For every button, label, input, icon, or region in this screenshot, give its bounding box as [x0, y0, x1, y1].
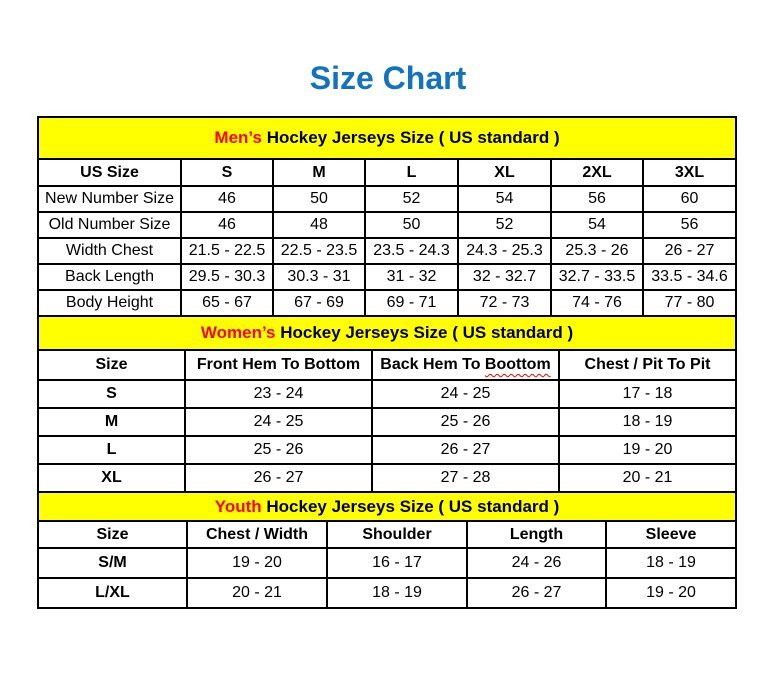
cell-value: 25 - 26: [185, 436, 372, 464]
table-row: [38, 238, 736, 264]
header-row-mens: [38, 159, 736, 186]
page-title: Size Chart: [309, 60, 467, 96]
column-header: Chest / Width: [187, 521, 327, 548]
cell-value: 18 - 19: [559, 408, 736, 436]
header-row-womens: [38, 350, 736, 380]
cell-value: 24.3 - 25.3: [458, 238, 551, 264]
column-header: Size: [38, 350, 185, 380]
column-header-prefix: Back Hem To: [380, 356, 485, 373]
heading-highlight: Youth: [214, 496, 262, 516]
section-band-mens: [38, 117, 736, 159]
cell-value: 52: [365, 186, 458, 212]
tables-region: [37, 116, 735, 609]
cell-value: 18 - 19: [327, 578, 467, 608]
column-header: S: [181, 159, 273, 186]
cell-value: 16 - 17: [327, 548, 467, 578]
cell-value: 19 - 20: [606, 578, 736, 608]
table-row: [38, 264, 736, 290]
size-table-youth: [37, 491, 737, 609]
size-table-womens: [37, 315, 737, 493]
cell-value: 50: [273, 186, 365, 212]
cell-value: 24 - 26: [467, 548, 606, 578]
table-row: [38, 290, 736, 316]
cell-value: 50: [365, 212, 458, 238]
column-header: L: [365, 159, 458, 186]
heading-highlight: Men’s: [214, 128, 262, 147]
row-label: Back Length: [38, 264, 181, 290]
cell-value: 32 - 32.7: [458, 264, 551, 290]
table-row: [38, 408, 736, 436]
table-row: [38, 186, 736, 212]
table-row: [38, 436, 736, 464]
column-header: US Size: [38, 159, 181, 186]
cell-value: 67 - 69: [273, 290, 365, 316]
row-label: Width Chest: [38, 238, 181, 264]
row-label: M: [38, 408, 185, 436]
cell-value: 60: [643, 186, 736, 212]
cell-value: 17 - 18: [559, 380, 736, 408]
cell-value: 54: [551, 212, 643, 238]
cell-value: 20 - 21: [559, 464, 736, 492]
cell-value: 26 - 27: [467, 578, 606, 608]
cell-value: 56: [551, 186, 643, 212]
section-heading-womens: [38, 316, 736, 350]
cell-value: 74 - 76: [551, 290, 643, 316]
column-header: Length: [467, 521, 606, 548]
cell-value: 18 - 19: [606, 548, 736, 578]
row-label: S/M: [38, 548, 187, 578]
header-row-youth: [38, 521, 736, 548]
cell-value: 19 - 20: [559, 436, 736, 464]
cell-value: 24 - 25: [185, 408, 372, 436]
cell-value: 26 - 27: [643, 238, 736, 264]
row-label: S: [38, 380, 185, 408]
heading-rest: Hockey Jerseys Size ( US standard ): [261, 496, 560, 516]
cell-value: 46: [181, 212, 273, 238]
cell-value: 26 - 27: [185, 464, 372, 492]
size-table-mens: [37, 116, 737, 317]
heading-rest: Hockey Jerseys Size ( US standard ): [275, 323, 574, 342]
section-heading-youth: [38, 492, 736, 521]
cell-value: 23 - 24: [185, 380, 372, 408]
cell-value: 24 - 25: [372, 380, 559, 408]
row-label: New Number Size: [38, 186, 181, 212]
cell-value: 72 - 73: [458, 290, 551, 316]
cell-value: 48: [273, 212, 365, 238]
table-row: [38, 548, 736, 578]
cell-value: 77 - 80: [643, 290, 736, 316]
cell-value: 46: [181, 186, 273, 212]
cell-value: 56: [643, 212, 736, 238]
column-header: M: [273, 159, 365, 186]
row-label: L: [38, 436, 185, 464]
cell-value: 32.7 - 33.5: [551, 264, 643, 290]
row-label: L/XL: [38, 578, 187, 608]
cell-value: 52: [458, 212, 551, 238]
cell-value: 19 - 20: [187, 548, 327, 578]
cell-value: 30.3 - 31: [273, 264, 365, 290]
cell-value: 29.5 - 30.3: [181, 264, 273, 290]
cell-value: 69 - 71: [365, 290, 458, 316]
cell-value: 54: [458, 186, 551, 212]
section-band-womens: [38, 316, 736, 350]
cell-value: 33.5 - 34.6: [643, 264, 736, 290]
cell-value: 25 - 26: [372, 408, 559, 436]
heading-highlight: Women’s: [200, 323, 276, 342]
row-label: Body Height: [38, 290, 181, 316]
row-label: Old Number Size: [38, 212, 181, 238]
cell-value: 23.5 - 24.3: [365, 238, 458, 264]
section-heading-mens: [38, 117, 736, 159]
table-row: [38, 380, 736, 408]
cell-value: 22.5 - 23.5: [273, 238, 365, 264]
column-header: 3XL: [643, 159, 736, 186]
column-header: Chest / Pit To Pit: [559, 350, 736, 380]
cell-value: 27 - 28: [372, 464, 559, 492]
misspelled-word: Boottom: [484, 356, 551, 373]
table-row: [38, 578, 736, 608]
column-header: Front Hem To Bottom: [185, 350, 372, 380]
cell-value: 20 - 21: [187, 578, 327, 608]
cell-value: 25.3 - 26: [551, 238, 643, 264]
section-band-youth: [38, 492, 736, 521]
column-header: Sleeve: [606, 521, 736, 548]
column-header: 2XL: [551, 159, 643, 186]
column-header: Size: [38, 521, 187, 548]
cell-value: 31 - 32: [365, 264, 458, 290]
cell-value: 21.5 - 22.5: [181, 238, 273, 264]
table-row: [38, 212, 736, 238]
cell-value: 65 - 67: [181, 290, 273, 316]
column-header: XL: [458, 159, 551, 186]
cell-value: 26 - 27: [372, 436, 559, 464]
column-header: Shoulder: [327, 521, 467, 548]
column-header-misspelled: [372, 350, 559, 380]
row-label: XL: [38, 464, 185, 492]
table-row: [38, 464, 736, 492]
heading-rest: Hockey Jerseys Size ( US standard ): [261, 128, 560, 147]
